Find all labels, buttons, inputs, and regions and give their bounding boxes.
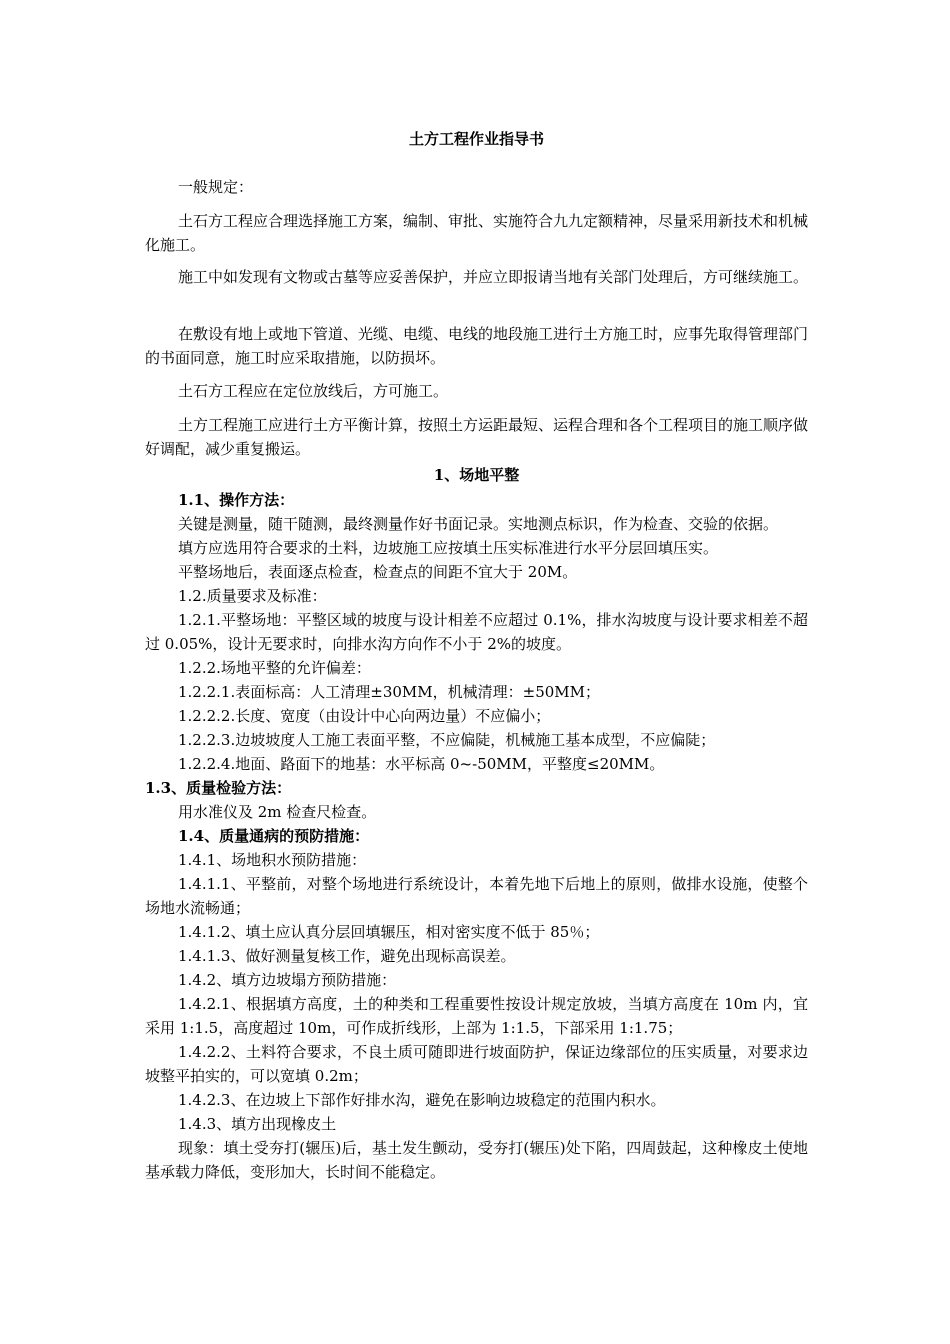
intro-heading: 一般规定：: [178, 178, 254, 196]
intro-paragraph: 土石方工程应合理选择施工方案，编制、审批、实施符合九九定额精神，尽量采用新技术和机械化施工。: [145, 212, 809, 254]
intro-paragraph: 土石方工程应在定位放线后，方可施工。: [178, 382, 449, 400]
document-title: 土方工程作业指导书: [408, 130, 544, 148]
intro-paragraph: 土方工程施工应进行土方平衡计算，按照土方运距最短、运程合理和各个工程项目的施工顺序做好调配，减少重复搬运。: [145, 416, 809, 458]
section1-heading: 1、场地平整: [433, 466, 520, 484]
intro-paragraph: 施工中如发现有文物或古墓等应妥善保护，并应立即报请当地有关部门处理后，方可继续施工。: [178, 268, 809, 286]
intro-paragraph: 在敷设有地上或地下管道、光缆、电缆、电线的地段施工进行土方施工时，应事先取得管理部门的书面同意，施工时应采取措施，以防损坏。: [145, 325, 809, 367]
section-1-1: 1.1、操作方法： 关键是测量，随干随测，最终测量作好书面记录。实地测点标识，作为检查、交验的依据。 填方应选用符合要求的土料，边坡施工应按填土压实标准进行水平分层回填压实。 平整场地后，表面逐点检查，检查点的间距不宜大于 20M。 1.2.质量要求及标准： 1.2.1.平整场地：平整区域的坡度与设计相差不应超过 0.1%，排水沟坡度与设计要求相差不超过 0.05%，设计无要求时，向排水沟方向作不小于 2%的坡度。 1.2.2.场地平整的允许偏差： 1.2.2.1.表面标高：人工清理±30MM，机械清理：±50MM； 1.2.2.2.长度、宽度（由设计中心向两边量）不应偏小； 1.2.2.3.边坡坡度人工施工表面平整，不应偏陡，机械施工基本成型，不应偏陡； 1.2.2.4.地面、路面下的地基：水平标高 0~-50MM，平整度≤20MM。 1.3、质量检验方法： 用水准仪及 2m 检查尺检查。 1.4、质量通病的预防措施： 1.4.1、场地积水预防措施： 1.4.1.1、平整前，对整个场地进行系统设计，本着先地下后地上的原则，做排水设施，使整个场地水流畅通； 1.4.1.2、填土应认真分层回填辗压，相对密实度不低于 85％； 1.4.1.3、做好测量复核工作，避免出现标高误差。 1.4.2、填方边坡塌方预防措施： 1.4.2.1、根据填方高度，土的种类和工程重要性按设计规定放坡，当填方高度在 10m 内，宜采用 1:1.5，高度超过 10m，可作成折线形，上部为 1:1.5，下部采用 1:1.75； 1.4.2.2、土料符合要求，不良土质可随即进行坡面防护，保证边缘部位的压实质量，对要求边坡整平拍实的，可以宽填 0.2m； 1.4.2.3、在边坡上下部作好排水沟，避免在影响边坡稳定的范围内积水。 1.4.3、填方出现橡皮土 现象：填土受夯打(辗压)后，基土发生颤动，受夯打(辗压)处下陷，四周鼓起，这种橡皮土使地基承载力降低，变形加大，长时间不能稳定。: [145, 491, 808, 1181]
